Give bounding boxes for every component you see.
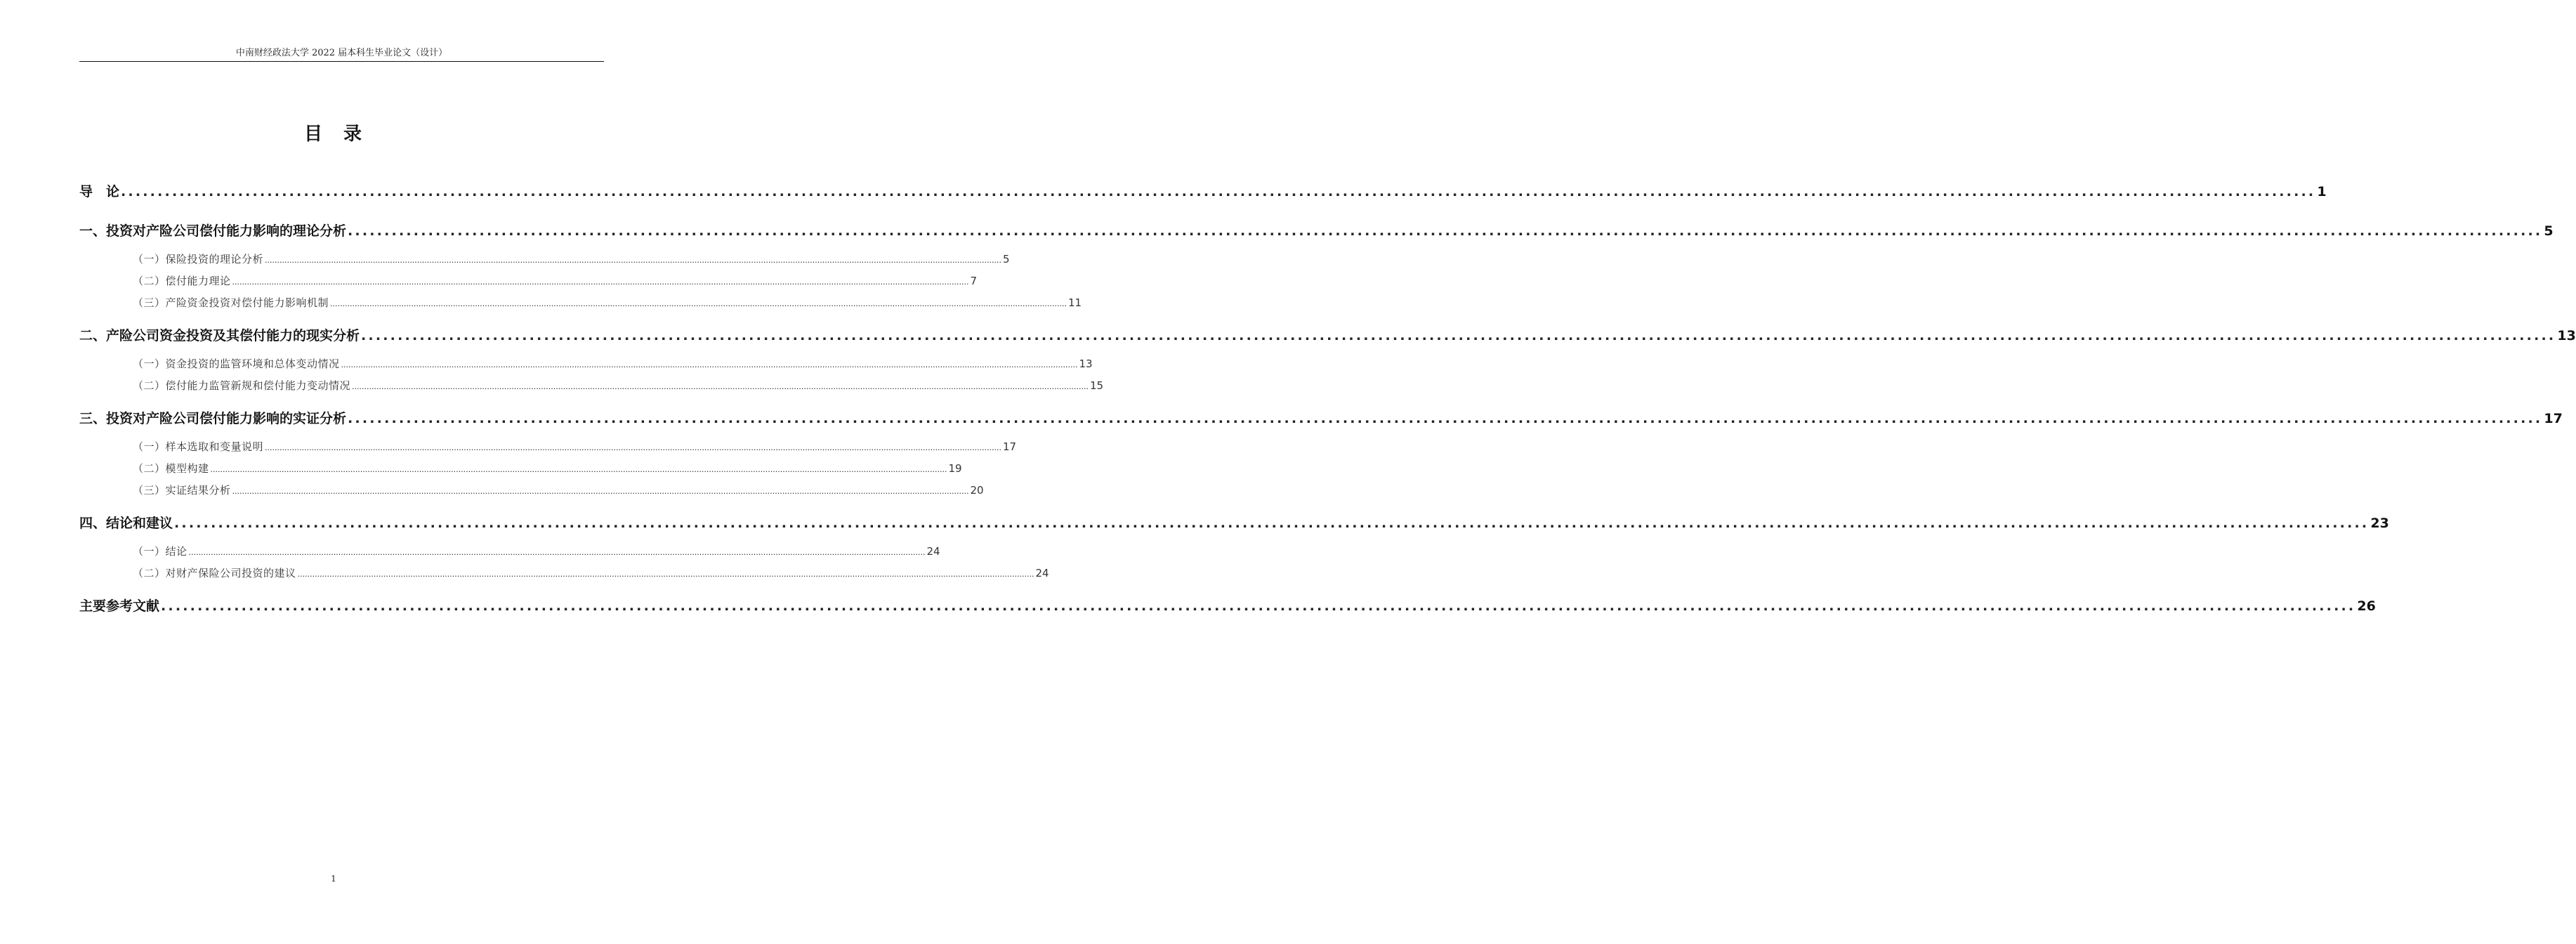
- toc-leader: ............................................................................................................................................................................................................................................................................................................: [348, 411, 2543, 426]
- toc-entry-label: 三、投资对产险公司偿付能力影响的实证分析: [79, 411, 347, 426]
- toc-entry-label: （二）偿付能力监管新规和偿付能力变动情况: [133, 379, 351, 392]
- toc-leader: ............................................................................................................................................................................................................................................................................................................: [265, 256, 1001, 265]
- toc-entry-section-2-1[interactable]: [79, 356, 1093, 371]
- toc-leader: ............................................................................................................................................................................................................................................................................................................: [297, 570, 1034, 579]
- toc-entry-label: （二）对财产保险公司投资的建议: [133, 567, 296, 579]
- toc-entry-page: 17: [2544, 411, 2563, 426]
- toc-entry-page: 24: [1035, 567, 1049, 579]
- toc-entry-section-1-1[interactable]: [79, 251, 1010, 266]
- toc-entry-label: 四、结论和建议: [79, 516, 173, 531]
- toc-entry-section-3-3[interactable]: [79, 483, 984, 497]
- toc-entry-chapter-2[interactable]: [79, 325, 2576, 344]
- toc-entry-label: （一）结论: [133, 545, 188, 558]
- toc-entry-label: （三）实证结果分析: [133, 484, 231, 497]
- toc-entry-label: （一）样本选取和变量说明: [133, 440, 264, 453]
- toc-entry-label: （三）产险资金投资对偿付能力影响机制: [133, 296, 329, 309]
- toc-entry-page: 13: [1079, 358, 1093, 370]
- toc-entry-label: （一）保险投资的理论分析: [133, 253, 264, 266]
- toc-entry-page: 23: [2370, 516, 2389, 531]
- toc-leader: ............................................................................................................................................................................................................................................................................................................: [232, 487, 969, 496]
- toc-entry-label: （一）资金投资的监管环境和总体变动情况: [133, 358, 340, 370]
- toc-title: 目 录: [303, 124, 363, 145]
- toc-entry-section-3-1[interactable]: [79, 439, 1017, 454]
- toc-entry-page: 13: [2557, 328, 2576, 343]
- toc-entry-section-1-2[interactable]: [79, 273, 978, 288]
- toc-entry-page: 5: [2544, 223, 2554, 239]
- toc-entry-label: （二）模型构建: [133, 462, 209, 475]
- toc-entry-page: 17: [1003, 440, 1017, 453]
- toc-entry-references[interactable]: [79, 596, 2376, 615]
- toc-entry-label: 一、投资对产险公司偿付能力影响的理论分析: [79, 223, 347, 239]
- toc-entry-label: （二）偿付能力理论: [133, 275, 231, 287]
- toc-leader: ............................................................................................................................................................................................................................................................................................................: [188, 548, 926, 557]
- toc-leader: ............................................................................................................................................................................................................................................................................................................: [174, 516, 2370, 531]
- toc-leader: ............................................................................................................................................................................................................................................................................................................: [265, 443, 1001, 452]
- toc-entry-page: 11: [1068, 296, 1082, 309]
- toc-entry-section-4-2[interactable]: [79, 565, 1049, 580]
- header-rule: [79, 61, 604, 62]
- toc-entry-page: 7: [970, 275, 978, 287]
- toc-entry-page: 1: [2317, 184, 2327, 199]
- toc-leader: ............................................................................................................................................................................................................................................................................................................: [361, 328, 2556, 343]
- toc-leader: ............................................................................................................................................................................................................................................................................................................: [121, 184, 2316, 199]
- toc-leader: ............................................................................................................................................................................................................................................................................................................: [348, 223, 2543, 239]
- toc-entry-page: 24: [926, 545, 940, 558]
- toc-leader: ............................................................................................................................................................................................................................................................................................................: [341, 360, 1078, 369]
- toc-entry-label: 二、产险公司资金投资及其偿付能力的现实分析: [79, 328, 360, 343]
- toc-entry-section-1-3[interactable]: [79, 295, 1082, 310]
- toc-entry-page: 5: [1003, 253, 1010, 266]
- toc-entry-page: 20: [970, 484, 984, 497]
- toc-entry-section-4-1[interactable]: [79, 544, 940, 558]
- toc-entry-page: 19: [948, 462, 962, 475]
- toc-entry-page: 15: [1090, 379, 1104, 392]
- toc-entry-page: 26: [2357, 598, 2376, 614]
- page-header: 中南财经政法大学 2022 届本科生毕业论文（设计）: [235, 48, 448, 58]
- toc-entry-chapter-4[interactable]: [79, 513, 2389, 532]
- toc-leader: ............................................................................................................................................................................................................................................................................................................: [232, 277, 969, 287]
- toc-entry-section-2-2[interactable]: [79, 378, 1104, 393]
- toc-leader: ............................................................................................................................................................................................................................................................................................................: [210, 465, 947, 474]
- toc-leader: ............................................................................................................................................................................................................................................................................................................: [352, 382, 1089, 391]
- toc-entry-section-3-2[interactable]: [79, 461, 962, 476]
- toc-entry-chapter-3[interactable]: [79, 408, 2563, 427]
- toc-leader: ............................................................................................................................................................................................................................................................................................................: [330, 299, 1067, 308]
- toc-leader: ............................................................................................................................................................................................................................................................................................................: [161, 598, 2356, 614]
- toc-entry-intro[interactable]: [79, 181, 2327, 200]
- toc-entry-chapter-1[interactable]: [79, 221, 2554, 240]
- page-number: 1: [331, 874, 336, 884]
- toc-entry-label: 主要参考文献: [79, 598, 160, 614]
- toc-entry-label: 导 论: [79, 184, 120, 199]
